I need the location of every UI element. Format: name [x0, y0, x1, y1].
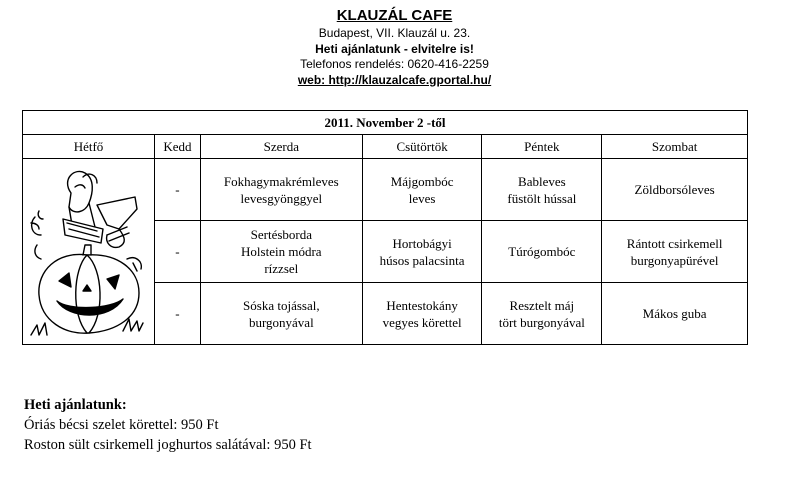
weekly-menu-table [22, 110, 748, 345]
wednesday-dish: Sóska tojással, burgonyával [200, 283, 362, 345]
friday-dish: Bableves füstölt hússal [482, 159, 602, 221]
friday-dish: Resztelt máj tört burgonyával [482, 283, 602, 345]
wednesday-dish: Sertésborda Holstein módra rízzsel [200, 221, 362, 283]
thursday-dish: Hentestokány vegyes körettel [362, 283, 482, 345]
phone: Telefonos rendelés: 0620-416-2259 [300, 57, 489, 71]
thursday-dish: Hortobágyi húsos palacsinta [362, 221, 482, 283]
menu-row [23, 159, 748, 221]
day-header-thursday: Csütörtök [362, 135, 482, 159]
tagline: Heti ajánlatunk - elvitelre is! [315, 41, 474, 56]
day-header-saturday: Szombat [602, 135, 748, 159]
day-header-monday: Hétfő [23, 135, 155, 159]
saturday-dish: Zöldborsóleves [602, 159, 748, 221]
offers-heading: Heti ajánlatunk: [24, 397, 127, 413]
saturday-dish: Mákos guba [602, 283, 748, 345]
thursday-dish: Májgombóc leves [362, 159, 482, 221]
date-row [23, 111, 748, 135]
halloween-pumpkin-icon [23, 159, 153, 344]
friday-dish: Túrógombóc [482, 221, 602, 283]
web-link[interactable]: web: http://klauzalcafe.gportal.hu/ [297, 72, 492, 87]
day-header-wednesday: Szerda [200, 135, 362, 159]
header [0, 6, 789, 88]
offer-item: Roston sült csirkemell joghurtos salátával: 950 Ft [24, 437, 312, 453]
address: Budapest, VII. Klauzál u. 23. [318, 26, 471, 40]
offer-item: Óriás bécsi szelet körettel: 950 Ft [24, 417, 219, 433]
pumpkin-illustration-cell [23, 159, 155, 345]
saturday-dish: Rántott csirkemell burgonyapürével [602, 221, 748, 283]
menu-date: 2011. November 2 -től [23, 111, 748, 135]
day-header-tuesday: Kedd [154, 135, 200, 159]
tuesday-dish: - [154, 283, 200, 345]
weekly-offers [24, 395, 312, 455]
tuesday-dish: - [154, 159, 200, 221]
cafe-title: KLAUZÁL CAFE [336, 7, 453, 24]
tuesday-dish: - [154, 221, 200, 283]
days-header-row [23, 135, 748, 159]
day-header-friday: Péntek [482, 135, 602, 159]
wednesday-dish: Fokhagymakrémleves levesgyönggyel [200, 159, 362, 221]
